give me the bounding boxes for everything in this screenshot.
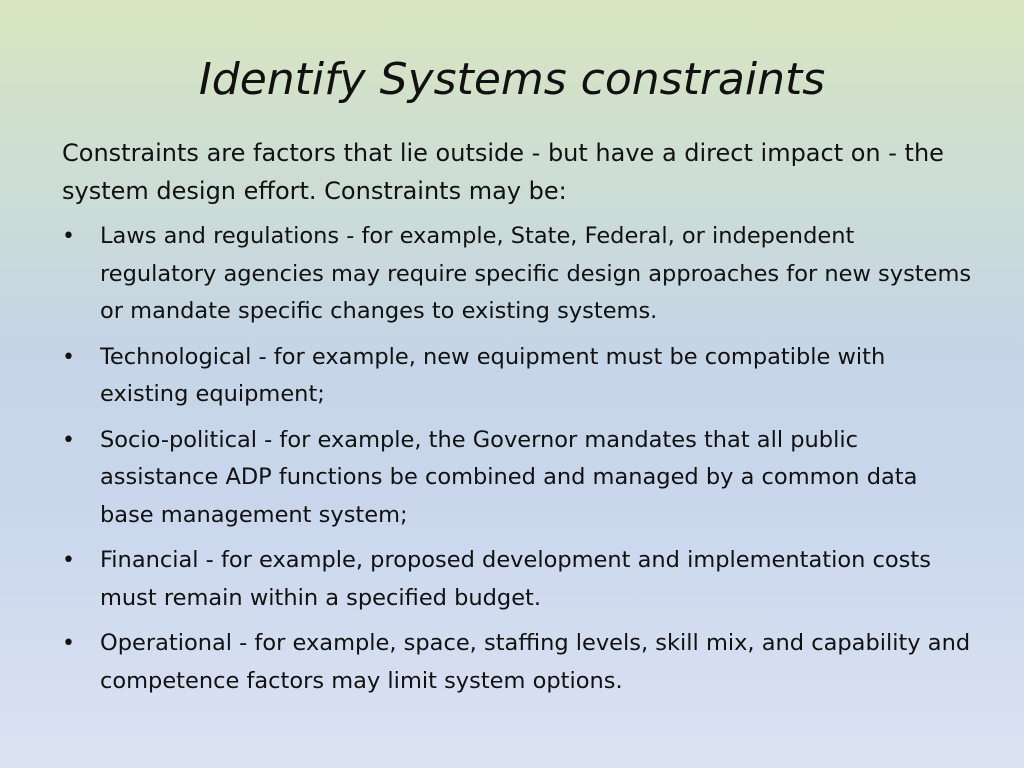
list-item [62,339,977,414]
bullet-list [62,218,977,700]
list-item [62,218,977,331]
bullet-icon: • [62,427,75,453]
bullet-icon: • [62,344,75,370]
bullet-icon: • [62,631,75,656]
list-item [62,542,977,617]
slide-body [62,134,977,708]
bullet-text: Technological - for example, new equipment must be compatible with existing equipment; [100,343,886,407]
slide-title: Identify Systems constraints [198,54,826,105]
bullet-text: Socio-political - for example, the Governor mandates that all public assistance ADP functions be combined and managed by a common data base management system; [100,426,918,528]
bullet-text: Operational - for example, space, staffing levels, skill mix, and capability and competence factors may limit system options. [100,630,971,694]
bullet-text: Financial - for example, proposed development and implementation costs must remain within a specified budget. [100,547,931,611]
bullet-icon: • [62,224,75,249]
list-item [62,625,977,700]
intro-text: Constraints are factors that lie outside - but have a direct impact on - the system design effort. Constraints may be: [62,139,944,205]
bullet-text: Laws and regulations - for example, State, Federal, or independent regulatory agencies may require specific design approaches for new systems or mandate specific changes to existing systems. [100,223,972,324]
list-item [62,422,977,535]
bullet-icon: • [62,548,75,573]
